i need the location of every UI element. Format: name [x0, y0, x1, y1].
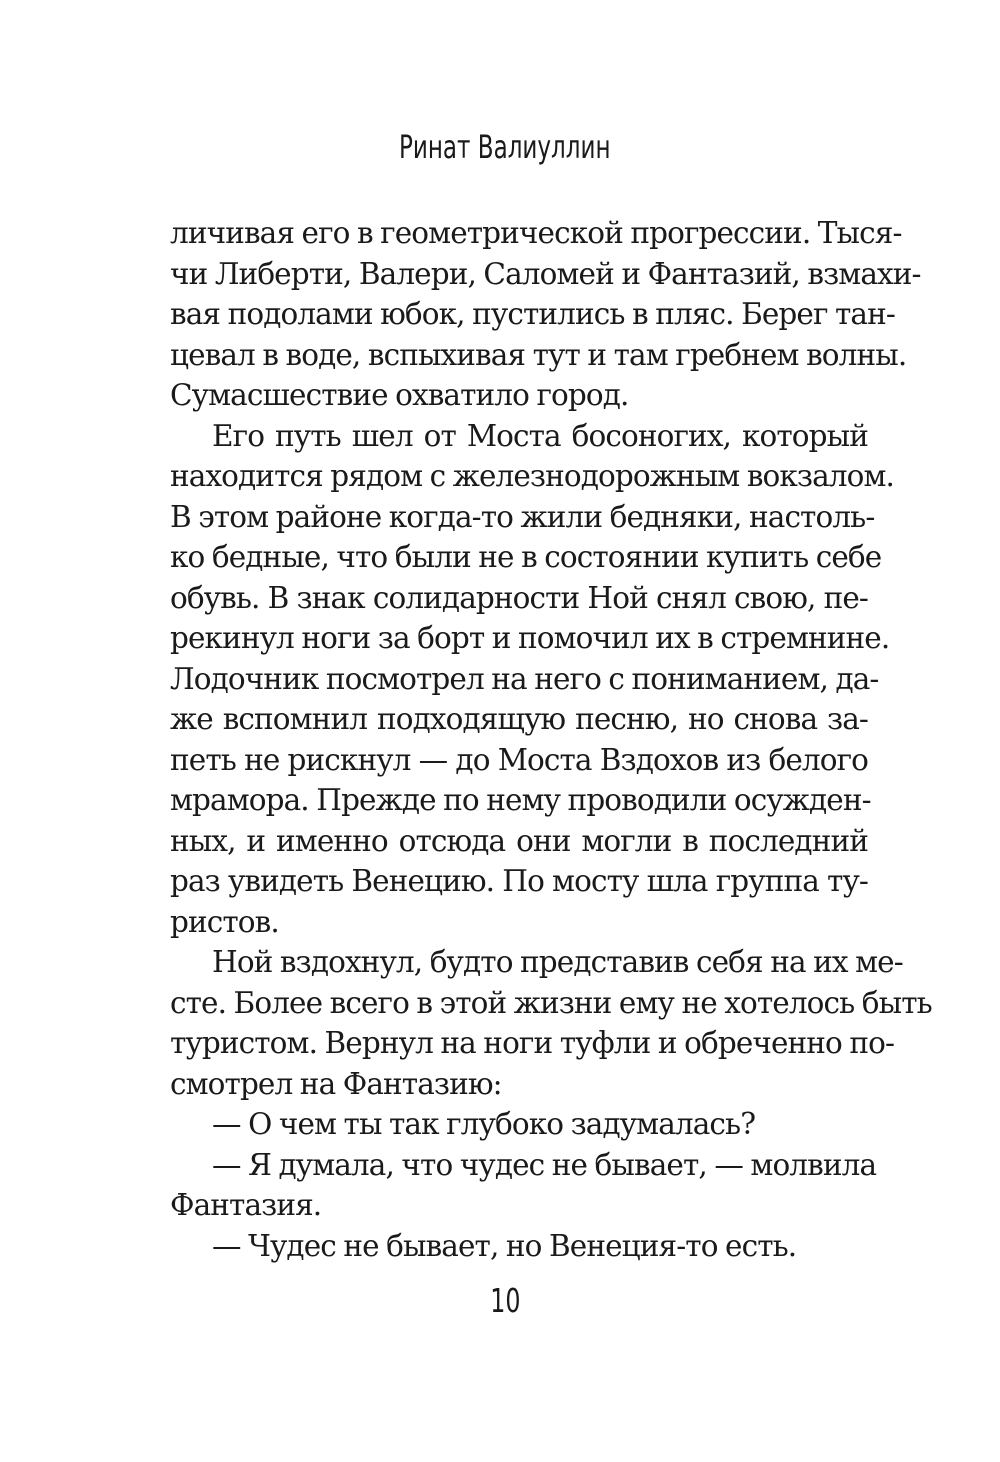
text-line: Лодочник посмотрел на него с пониманием, да- [170, 661, 879, 696]
text-line: рекинул ноги за борт и помочил их в стремнине. [170, 621, 890, 655]
text-line: находится рядом с железнодорожным вокзалом. [170, 459, 895, 493]
text-line: обувь. В знак солидарности Ной снял свою, пе- [170, 580, 868, 615]
text-line: ристов. [170, 904, 279, 939]
text-line: ко бедные, что были не в состоянии купить себе [170, 540, 882, 574]
text-line: — О чем ты так глубоко задумалась? [212, 1107, 756, 1141]
text-line: ных, и именно отсюда они могли в последний [170, 823, 868, 858]
page-number: 10 [490, 1281, 521, 1320]
text-line: Его путь шел от Моста босоногих, который [212, 418, 868, 453]
text-line: цевал в воде, вспыхивая тут и там гребнем волны. [170, 337, 907, 372]
text-line: личивая его в геометрической прогрессии. Тыся- [170, 216, 902, 250]
text-line: Ной вздохнул, будто представив себя на их ме- [212, 945, 903, 979]
text-line: — Я думала, что чудес не бывает, — молвила [212, 1147, 877, 1182]
text-line: сте. Более всего в этой жизни ему не хотелось быть [170, 985, 932, 1020]
text-line: Фантазия. [170, 1188, 322, 1222]
text-line: мрамора. Прежде по нему проводили осужден- [170, 783, 871, 817]
text-line: раз увидеть Венецию. По мосту шла группа ту- [170, 864, 868, 898]
text-line: вая подолами юбок, пустились в пляс. Берег тан- [170, 297, 895, 331]
text-line: чи Либерти, Валери, Саломей и Фантазий, взмахи- [170, 256, 921, 291]
text-line: В этом районе когда-то жили бедняки, настоль- [170, 499, 875, 534]
text-line: Сумасшествие охватило город. [170, 378, 629, 412]
text-line: — Чудес не бывает, но Венеция-то есть. [212, 1228, 797, 1263]
text-line: смотрел на Фантазию: [170, 1066, 502, 1101]
running-title: Ринат Валиуллин [398, 128, 611, 166]
text-line: туристом. Вернул на ноги туфли и обреченно по- [170, 1026, 895, 1060]
text-line: же вспомнил подходящую песню, но снова за- [170, 702, 868, 736]
text-line: петь не рискнул — до Моста Вздохов из белого [170, 742, 868, 777]
body-text [170, 213, 932, 1266]
